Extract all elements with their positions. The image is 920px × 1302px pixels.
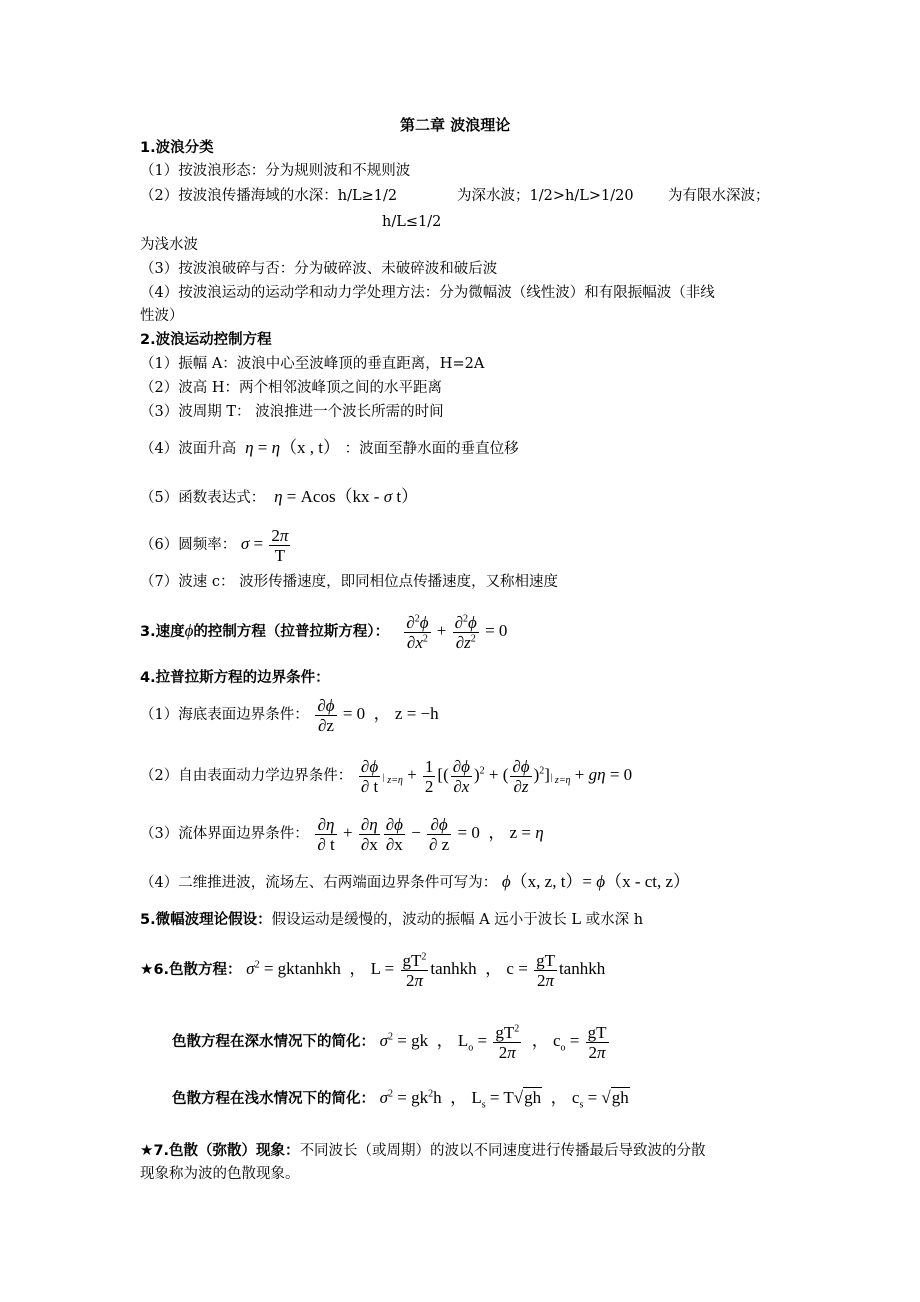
formula-dispersion: $\sigma^2$ = gktanhkh ， L = $\frac{gT^2}{2\pi}$ tanhkh ， c = $\frac{gT}{2\pi}$ tanhkh bbox=[246, 950, 606, 990]
formula-angular-frequency: σ = $\frac{2\pi}{T}$ bbox=[240, 525, 289, 565]
shallow-water-heading: 色散方程在浅水情况下的简化： bbox=[172, 1091, 375, 1107]
paragraph-continuation: 现象称为波的色散现象。 bbox=[140, 1166, 300, 1182]
section-3-line: 3.速度ϕ的控制方程（拉普拉斯方程）： $\frac{\partial^2\phi}{\partial x^2}$ + $\frac{\partial^2\phi}{\partial z^2}$ = 0 bbox=[140, 612, 508, 652]
star-icon: ★ bbox=[140, 960, 154, 978]
list-item: （4）二维推进波，流场左、右两端面边界条件可写为： ϕ（x, z, t）= ϕ（x - ct, z） bbox=[140, 872, 691, 891]
formula-interface-condition: $\frac{\partial\eta}{\partial t}$ + $\frac{\partial\eta}{\partial x}$ $\frac{\partial\phi}{\partial x}$ − $\frac{\partial\phi}{\partial z}$ = 0 ， z = η bbox=[317, 814, 544, 854]
section-heading-3: 3.速度 bbox=[140, 624, 185, 640]
section-heading-5: 5.微幅波理论假设： bbox=[140, 912, 272, 928]
section-7-line: ★7.色散（弥散）现象：不同波长（或周期）的波以不同速度进行传播最后导致波的分散 bbox=[140, 1141, 706, 1159]
list-item: 为有限水深波； bbox=[668, 188, 770, 204]
deep-water-heading: 色散方程在深水情况下的简化： bbox=[172, 1034, 375, 1050]
list-item: 为深水波；1/2>h/L>1/20 bbox=[457, 188, 634, 204]
list-item: （2）按波浪传播海域的水深：h/L≥1/2 bbox=[140, 188, 398, 204]
list-item: （1）海底表面边界条件： $\frac{\partial\phi}{\partial z}$ = 0 ， z = −h bbox=[140, 695, 439, 735]
phi-symbol: ϕ bbox=[184, 621, 194, 640]
formula-shallow-water: $\sigma^2 = gk^2h$ ， $L_s = T√gh$ ， $c_s = √gh$ bbox=[379, 1088, 629, 1111]
formula-free-surface-condition: $\frac{\partial\phi}{\partial t}$ | $_{z=\eta}$ + $\frac{1}{2}$ [( $\frac{\partial\phi}{\partial x}$ )$^2$ + ( $\frac{\partial\phi}{\partial z}$ )$^2$]| $_{z=\eta}$ + gη = 0 bbox=[360, 756, 633, 796]
list-item: （4）按波浪运动的运动学和动力学处理方法：分为微幅波（线性波）和有限振幅波（非线 bbox=[140, 285, 715, 301]
list-item: （7）波速 c： 波形传播速度，即同相位点传播速度，又称相速度 bbox=[140, 574, 559, 590]
list-item: h/L≤1/2 bbox=[382, 214, 442, 230]
list-item: （1）振幅 A：波浪中心至波峰顶的垂直距离，H=2A bbox=[140, 356, 485, 372]
list-item: （6）圆频率： σ = $\frac{2\pi}{T}$ bbox=[140, 522, 292, 567]
formula-surface-elevation: η = η（x , t） bbox=[245, 438, 341, 457]
list-item: （2）自由表面动力学边界条件： $\frac{\partial\phi}{\partial t}$ | $_{z=\eta}$ + $\frac{1}{2}$ [( $\frac{\partial\phi}{\partial x}$ )$^2$ + ( $\frac{\partial\phi}{\partial z}$ )$^2$]| $_{z=\eta}$ + gη = 0 bbox=[140, 756, 633, 796]
list-item: 性波） bbox=[140, 308, 184, 324]
list-item: （1）按波浪形态：分为规则波和不规则波 bbox=[140, 163, 411, 179]
section-heading-6: 6.色散方程： bbox=[153, 962, 242, 978]
list-item: （5）函数表达式： η = Acos（kx - σ t） bbox=[140, 487, 419, 506]
formula-periodic-condition: ϕ（x, z, t）= ϕ（x - ct, z） bbox=[501, 872, 691, 891]
list-item: （3）流体界面边界条件： $\frac{\partial\eta}{\partial t}$ + $\frac{\partial\eta}{\partial x}$ $\frac{\partial\phi}{\partial x}$ − $\frac{\partial\phi}{\partial z}$ = 0 ， z = η bbox=[140, 814, 544, 854]
list-item: （4）波面升高 η = η（x , t） ：波面至静水面的垂直位移 bbox=[140, 438, 519, 457]
formula-seabed-condition: $\frac{\partial\phi}{\partial z}$ = 0 ， z = −h bbox=[317, 695, 439, 735]
section-heading-7: 7.色散（弥散）现象： bbox=[153, 1143, 300, 1159]
deep-water-line bbox=[172, 1018, 611, 1065]
list-item: （2）波高 H：两个相邻波峰顶之间的水平距离 bbox=[140, 380, 442, 396]
list-item: 为浅水波 bbox=[140, 237, 198, 253]
page-title: 第二章 波浪理论 bbox=[400, 116, 511, 134]
list-item: （3）波周期 T： 波浪推进一个波长所需的时间 bbox=[140, 404, 444, 420]
section-5-line: 5.微幅波理论假设：假设运动是缓慢的，波动的振幅 A 远小于波长 L 或水深 h bbox=[140, 912, 644, 928]
star-icon: ★ bbox=[140, 1141, 154, 1159]
list-item: （3）按波浪破碎与否：分为破碎波、未破碎波和破后波 bbox=[140, 261, 498, 277]
section-heading-2: 2.波浪运动控制方程 bbox=[140, 332, 272, 348]
shallow-water-line bbox=[172, 1088, 630, 1109]
section-6-line bbox=[140, 946, 605, 993]
section-heading-1: 1.波浪分类 bbox=[140, 140, 214, 156]
formula-laplace: $\frac{\partial^2\phi}{\partial x^2}$ + $\frac{\partial^2\phi}{\partial z^2}$ = 0 bbox=[406, 612, 508, 652]
section-heading-4: 4.拉普拉斯方程的边界条件： bbox=[140, 670, 330, 686]
formula-wave-function: η = Acos（kx - σ t） bbox=[274, 487, 419, 506]
formula-deep-water: $\sigma^2$ = gk ， $L_o$ = $\frac{gT^2}{2\pi}$ ， $c_o$ = $\frac{gT}{2\pi}$ bbox=[379, 1022, 607, 1062]
